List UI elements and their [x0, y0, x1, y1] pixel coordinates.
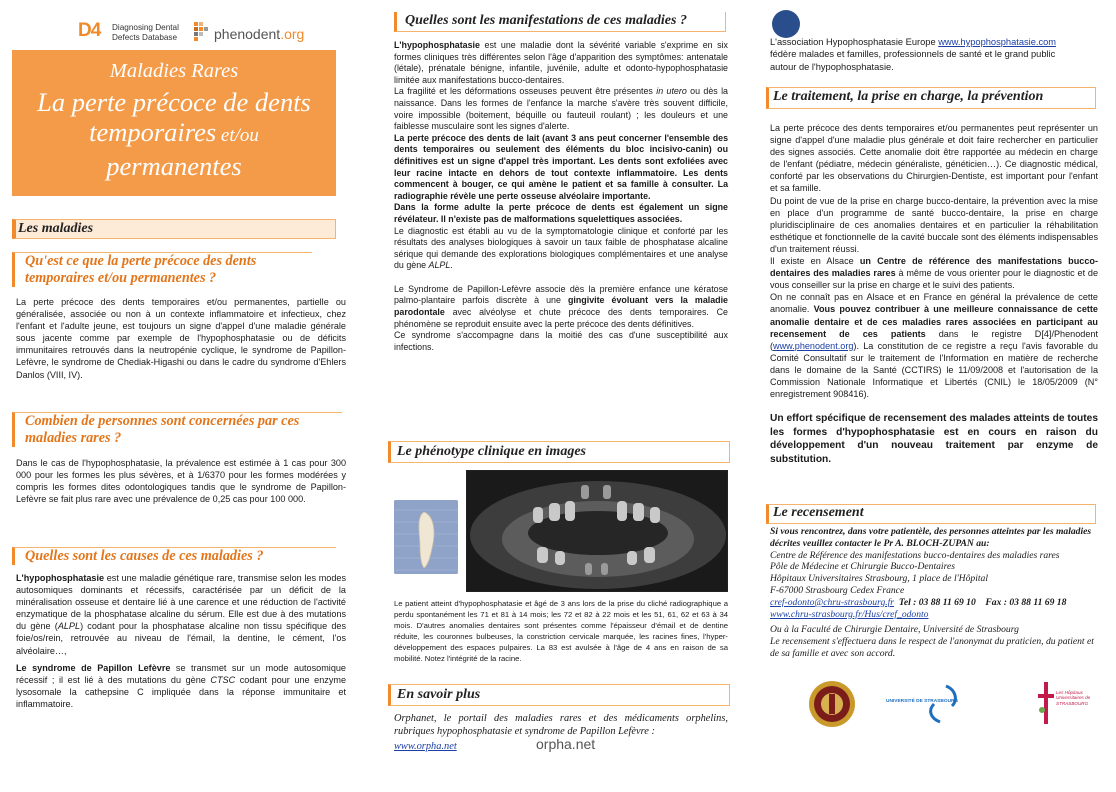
hypophosphatasie-europe-logo — [772, 10, 800, 38]
phenodent-logo — [214, 26, 304, 42]
trait-p1: La perte précoce des dents temporaires et/ou permanentes peut représenter un signe d'appel d'une maladie plus générale et doit faire rechercher en particulier des signes associés. Cette anomalie doit être rapportée au médecin en charge de l'enfant (pédiatre, médecin généraliste, généticien…). Ce diagnostic médical, conforté par les observations du Chirurgien-Dentiste, est important pour l'enfant et sa famille. — [770, 123, 1098, 194]
q3-p2-a: se transmet sur un mode autosomique récessif ; il est lié à des mutations du gène — [16, 662, 346, 685]
xray-caption: Le patient atteint d'hypophosphatasie et âgé de 3 ans lors de la prise du cliché radiographique a perdu spontanément les 71 et 81 à 14 mois; les 72 et 82 à 22 mois et les 51, 61, 62 et 63 à 34 mois. D'autres anomalies dentaires sont présentes comme l'épaisseur d'émail et de dentine réduite, les couronnes bulbeuses, la constriction cervicale marquée, les racines fines, l'hyper-développement des espaces pulpaires. La 83 est avulsée à l'âge de 4 ans en raison de sa mobilité. Notez l'intégrité de la racine. — [394, 599, 728, 663]
recens-line-1: Centre de Référence des manifestations bucco-dentaires des maladies rares — [770, 549, 1060, 561]
trait-p4-c: ). La constitution de ce registre a reçu l'avis favorable du Comité Consultatif sur le traitement de l'Information en matière de recherche dans le domaine de la Santé (CCTIRS) le 11/09/2008 et l'autorisation de la Commission Nationale Informatique et Libertés (CNIL) le 18/05/2009 (N° enregistrement 908416). — [770, 340, 1098, 400]
unistra-name: UNIVERSITÉ DE STRASBOURG — [886, 699, 959, 704]
recens-line-3: Hôpitaux Universitaires Strasbourg, 1 place de l'Hôpital — [770, 573, 988, 585]
traitement-body — [770, 122, 1098, 467]
manif-p1-bold: L'hypophosphatasie — [394, 40, 480, 50]
email-link[interactable]: cref-odonto@chru-strasbourg.fr — [770, 596, 895, 608]
phenotype-heading: Le phénotype clinique en images — [388, 441, 730, 463]
q3-p2-b: codant pour une enzyme lysosomale la cathepsine C impliquée dans la réponse immunitaire et inflammatoire. — [16, 674, 347, 709]
hus-mark — [1036, 680, 1056, 726]
title-line-3b: et/ou — [216, 125, 259, 146]
assoc-a: L'association Hypophosphatasie Europe — [770, 37, 939, 47]
hus-name: Les Hôpitaux Universitaires de STRASBOURG — [1056, 690, 1091, 706]
phone: Tel : 03 88 11 69 10 — [898, 596, 976, 608]
trait-p4-bold: Vous pouvez contribuer à une meilleure connaissance de cette anomalie dentaire et de ces maladies rares associées en participant au recensement de ces patients — [770, 304, 1098, 339]
en-savoir-plus-heading: En savoir plus — [388, 684, 730, 706]
manifestations-heading: Quelles sont les manifestations de ces maladies ? — [394, 12, 726, 32]
manif-p3 — [394, 133, 728, 203]
trait-p3-b: à même de vous orienter pour le diagnostic et de vous conseiller sur la prise en charge et le suivi des patients. — [770, 268, 1099, 291]
manif-p5-b: . — [450, 260, 453, 271]
manif-p6-bold: gingivite évoluant vers la maladie parodontale — [394, 295, 728, 318]
q3-p1-bold: L'hypophosphatasie — [16, 573, 105, 583]
recens-line-4: F-67000 Strasbourg Cedex France — [770, 584, 905, 596]
tooth-image — [394, 500, 458, 574]
d4-logo-text: Diagnosing Dental Defects Database — [112, 23, 179, 42]
section-maladies-heading: Les maladies — [12, 219, 336, 239]
title-line-3a: temporaires — [89, 117, 217, 147]
q3-heading: Quelles sont les causes de ces maladies ? — [12, 547, 336, 565]
trait-p3-a: Il existe en Alsace — [770, 256, 860, 267]
manif-p3-bold: La perte précoce des dents de lait (avant 3 ans peut concerner l'ensemble des dents temporaires ou seulement des éléments du bloc incisivo-canin) ou définitives est un signe d'appel très important. Les dents sont exfoliées avec leur racine intacte en dehors de tout contexte inflammatoire. Les dents commencent à bouger, ce qui amène le patient et sa famille à consulter. La radiographie révèle une perte osseuse alvéolaire importante. — [394, 132, 728, 201]
trait-p2: Du point de vue de la prise en charge bucco-dentaire, la prévention avec la mise en place d'un programme de santé bucco-dentaire, la prise en charge pluridisciplinaire de ces anomalies dentaires et en particulier la réhabilitation esthétique et fonctionnelle de la cavité buccale sont des éléments indispensables d'un traitement réussi. — [770, 195, 1098, 254]
faculty-seal-logo — [808, 680, 856, 728]
assoc-b: fédère malades et familles, professionnels de santé et le grand public autour de l'hypophosphatasie. — [770, 49, 1056, 72]
trait-p3-bold: un Centre de référence des manifestations bucco-dentaires des maladies rares — [770, 256, 1098, 279]
recens-web — [770, 609, 1100, 621]
manif-p6-b: avec alvéolyse et chute précoce des dents temporaires. Ce phénomène se reproduit ensuite avec la perte précoce des dents définitives. — [394, 307, 728, 329]
q3-paragraph-1 — [16, 572, 346, 657]
manif-p4 — [394, 202, 728, 225]
trait-p4-a: On ne connaît pas en Alsace et en France en général la prévalence de cette anomalie. — [770, 292, 1098, 315]
q3-body — [16, 572, 346, 710]
q3-p1-a: est une maladie génétique rare, transmise selon les modes autosomiques dominants et récessifs, caractérisée par un déficit de la minéralisation osseuse et dentaire lié à une carence et une réduction de l'activité enzymatique de la phosphatase alcaline du sérum. Elle est due à des mutations du gène ( — [16, 573, 346, 632]
q3-p2-gene: CTSC — [210, 674, 236, 685]
middle-column — [388, 0, 734, 792]
q1-body: La perte précoce des dents temporaires et/ou permanentes, partielle ou généralisée, associée ou non à un contexte inflammatoire et infectieux, chez l'enfant et l'adulte jeune, est toujours un signe d'appel d'une maladie générale sous jacente comme par exemple de l'hypophosphatasie ou de déficits immunitaires retrouvés dans la neutropénie cyclique, le syndrome de Papillon-Lefèvre, le syndrome de Chediak-Higashi ou dans le cadre du syndrome d'Ehlers Danlos (VIII, IV). — [16, 297, 346, 380]
q3-p1-b: ) codant pour la phosphatase alcaline non tissu spécifique des foie/os/rein, retrouvée au niveau de l'émail, la dentine, le cément, l'os alvéolaire…, — [16, 621, 346, 656]
traitement-heading: Le traitement, la prise en charge, la prévention — [766, 87, 1096, 109]
manif-p6 — [394, 284, 728, 330]
manif-p7: Ce syndrome s'accompagne dans la moitié des cas d'une susceptibilité aux infections. — [394, 330, 728, 352]
manif-p6-a: Le Syndrome de Papillon-Lefèvre associe dès la première enfance une kératose palmo-plantaire parfois discrète à une — [394, 283, 728, 306]
chru-link[interactable]: www.chru-strasbourg.fr/Hus/cref_odonto — [770, 608, 929, 620]
trait-p4-b: dans le registre D[4]/Phenodent ( — [770, 328, 1098, 351]
manif-p2-a: La fragilité et les déformations osseuses peuvent être présentes — [394, 86, 657, 97]
orphanet-logo: orpha.net — [536, 736, 596, 752]
association-text — [770, 36, 1070, 73]
q2-body: Dans le cas de l'hypophosphatasie, la prévalence est estimée à 1 cas pour 300 000 pour les formes les plus sévères, et à 1/6370 pour les formes modérées y compris les formes dites odontologiques tandis que le syndrome de Papillon-Lefèvre se fait plus rare avec une prévalence de 0,25 cas pour 100 000. — [16, 458, 346, 505]
recens-final: Le recensement s'effectuera dans le respect de l'anonymat du praticien, du patient et de sa famille et avec son accord. — [770, 636, 1094, 659]
recensement-heading: Le recensement — [766, 504, 1096, 524]
d4-logo: D4 — [78, 20, 101, 41]
effort-paragraph: Un effort spécifique de recensement des malades atteints de toutes les formes d'hypophosphatasie est en cours en raison du développement d'un nouveau traitement par enzyme de substitution. — [770, 413, 1098, 465]
manif-p5-a: Le diagnostic est établi au vu de la symptomatologie clinique et conforté par les résultats des analyses biologiques à savoir un taux faible de phosphatase alcaline sérique qui demande des explorations biologiques complémentaires et une analyse du gène — [394, 225, 728, 271]
extracted-tooth-photo — [394, 500, 458, 574]
hypophosphatasie-link[interactable]: www.hypophosphatasie.com — [938, 37, 1057, 47]
universite-strasbourg-logo — [886, 682, 972, 726]
trait-p4 — [770, 291, 1098, 400]
left-column — [0, 0, 358, 792]
q2-heading: Combien de personnes sont concernées par ces maladies rares ? — [12, 412, 342, 447]
orphanet-link[interactable]: www.orpha.net — [394, 741, 457, 752]
recens-contact — [770, 597, 1100, 609]
panoramic-xray — [466, 470, 728, 592]
manif-p2-italic: in utero — [656, 86, 687, 97]
recensement-body — [770, 526, 1100, 660]
title-line-4: permanentes — [106, 151, 242, 181]
q1-heading: Qu'est ce que la perte précoce des dents temporaires et/ou permanentes ? — [12, 252, 312, 287]
title-line-3 — [12, 117, 336, 151]
manif-p2-b: ou dès la naissance. Dans les formes de l'enfance la marche s'avère très souvent difficile, voire impossible (boitement, béquille ou fauteuil roulant) ; les douleurs et une faiblesse musculaire sont les signes d'alerte. — [394, 86, 728, 132]
manifestations-body — [394, 40, 728, 353]
title-banner — [12, 50, 336, 196]
manif-p2 — [394, 86, 728, 132]
phenodent-name: phenodent — [214, 26, 281, 42]
title-line-1: Maladies Rares — [109, 60, 239, 82]
q3-p2-bold: Le syndrome de Papillon Lefèvre — [16, 662, 171, 673]
manif-p1 — [394, 40, 728, 86]
trait-p3 — [770, 255, 1098, 291]
hus-logo — [1036, 680, 1096, 726]
recens-line-2: Pôle de Médecine et Chirurgie Bucco-Dentaires — [770, 561, 955, 573]
unistra-mark — [886, 682, 972, 726]
recens-or: Ou à la Faculté de Chirurgie Dentaire, Université de Strasbourg — [770, 624, 1019, 636]
manif-p1-text: est une maladie dont la sévérité variable s'exprime en six formes cliniques très différentes selon l'âge d'apparition des symptômes: antenatale (létale), prénatale bénigne, infantile, juvénile, adulte et odonto-hypophosphatasie limitée aux manifestations bucco-dentaires. — [394, 40, 728, 85]
manif-p4-bold: Dans la forme adulte la perte précoce de dents est également un signe révélateur. Il n'existe pas de malformations squelettiques associées. — [394, 202, 728, 224]
manif-p5 — [394, 226, 728, 272]
right-column — [764, 0, 1116, 792]
fax: Fax : 03 88 11 69 18 — [985, 596, 1067, 608]
manif-p5-gene: ALPL — [428, 260, 451, 271]
phenodent-link[interactable]: www.phenodent.org — [773, 340, 854, 351]
title-line-2: La perte précoce de dents — [37, 87, 311, 117]
phenodent-tld: .org — [280, 26, 305, 42]
en-savoir-plus-text: Orphanet, le portail des maladies rares et des médicaments orphelins, rubriques hypophosphatasie et syndrome de Papillon Lefèvre : — [394, 713, 728, 737]
q3-p1-gene: ALPL — [57, 621, 81, 632]
recens-intro: Si vous rencontrez, dans votre patientèle, des personnes atteintes par les maladies décrites veuillez contacter le Pr A. BLOCH-ZUPAN au: — [770, 526, 1092, 549]
xray-image — [467, 471, 728, 592]
header-logos — [78, 18, 348, 48]
title-main — [12, 87, 336, 181]
q3-paragraph-2 — [16, 662, 346, 710]
phenodent-logo-mark — [194, 20, 212, 44]
